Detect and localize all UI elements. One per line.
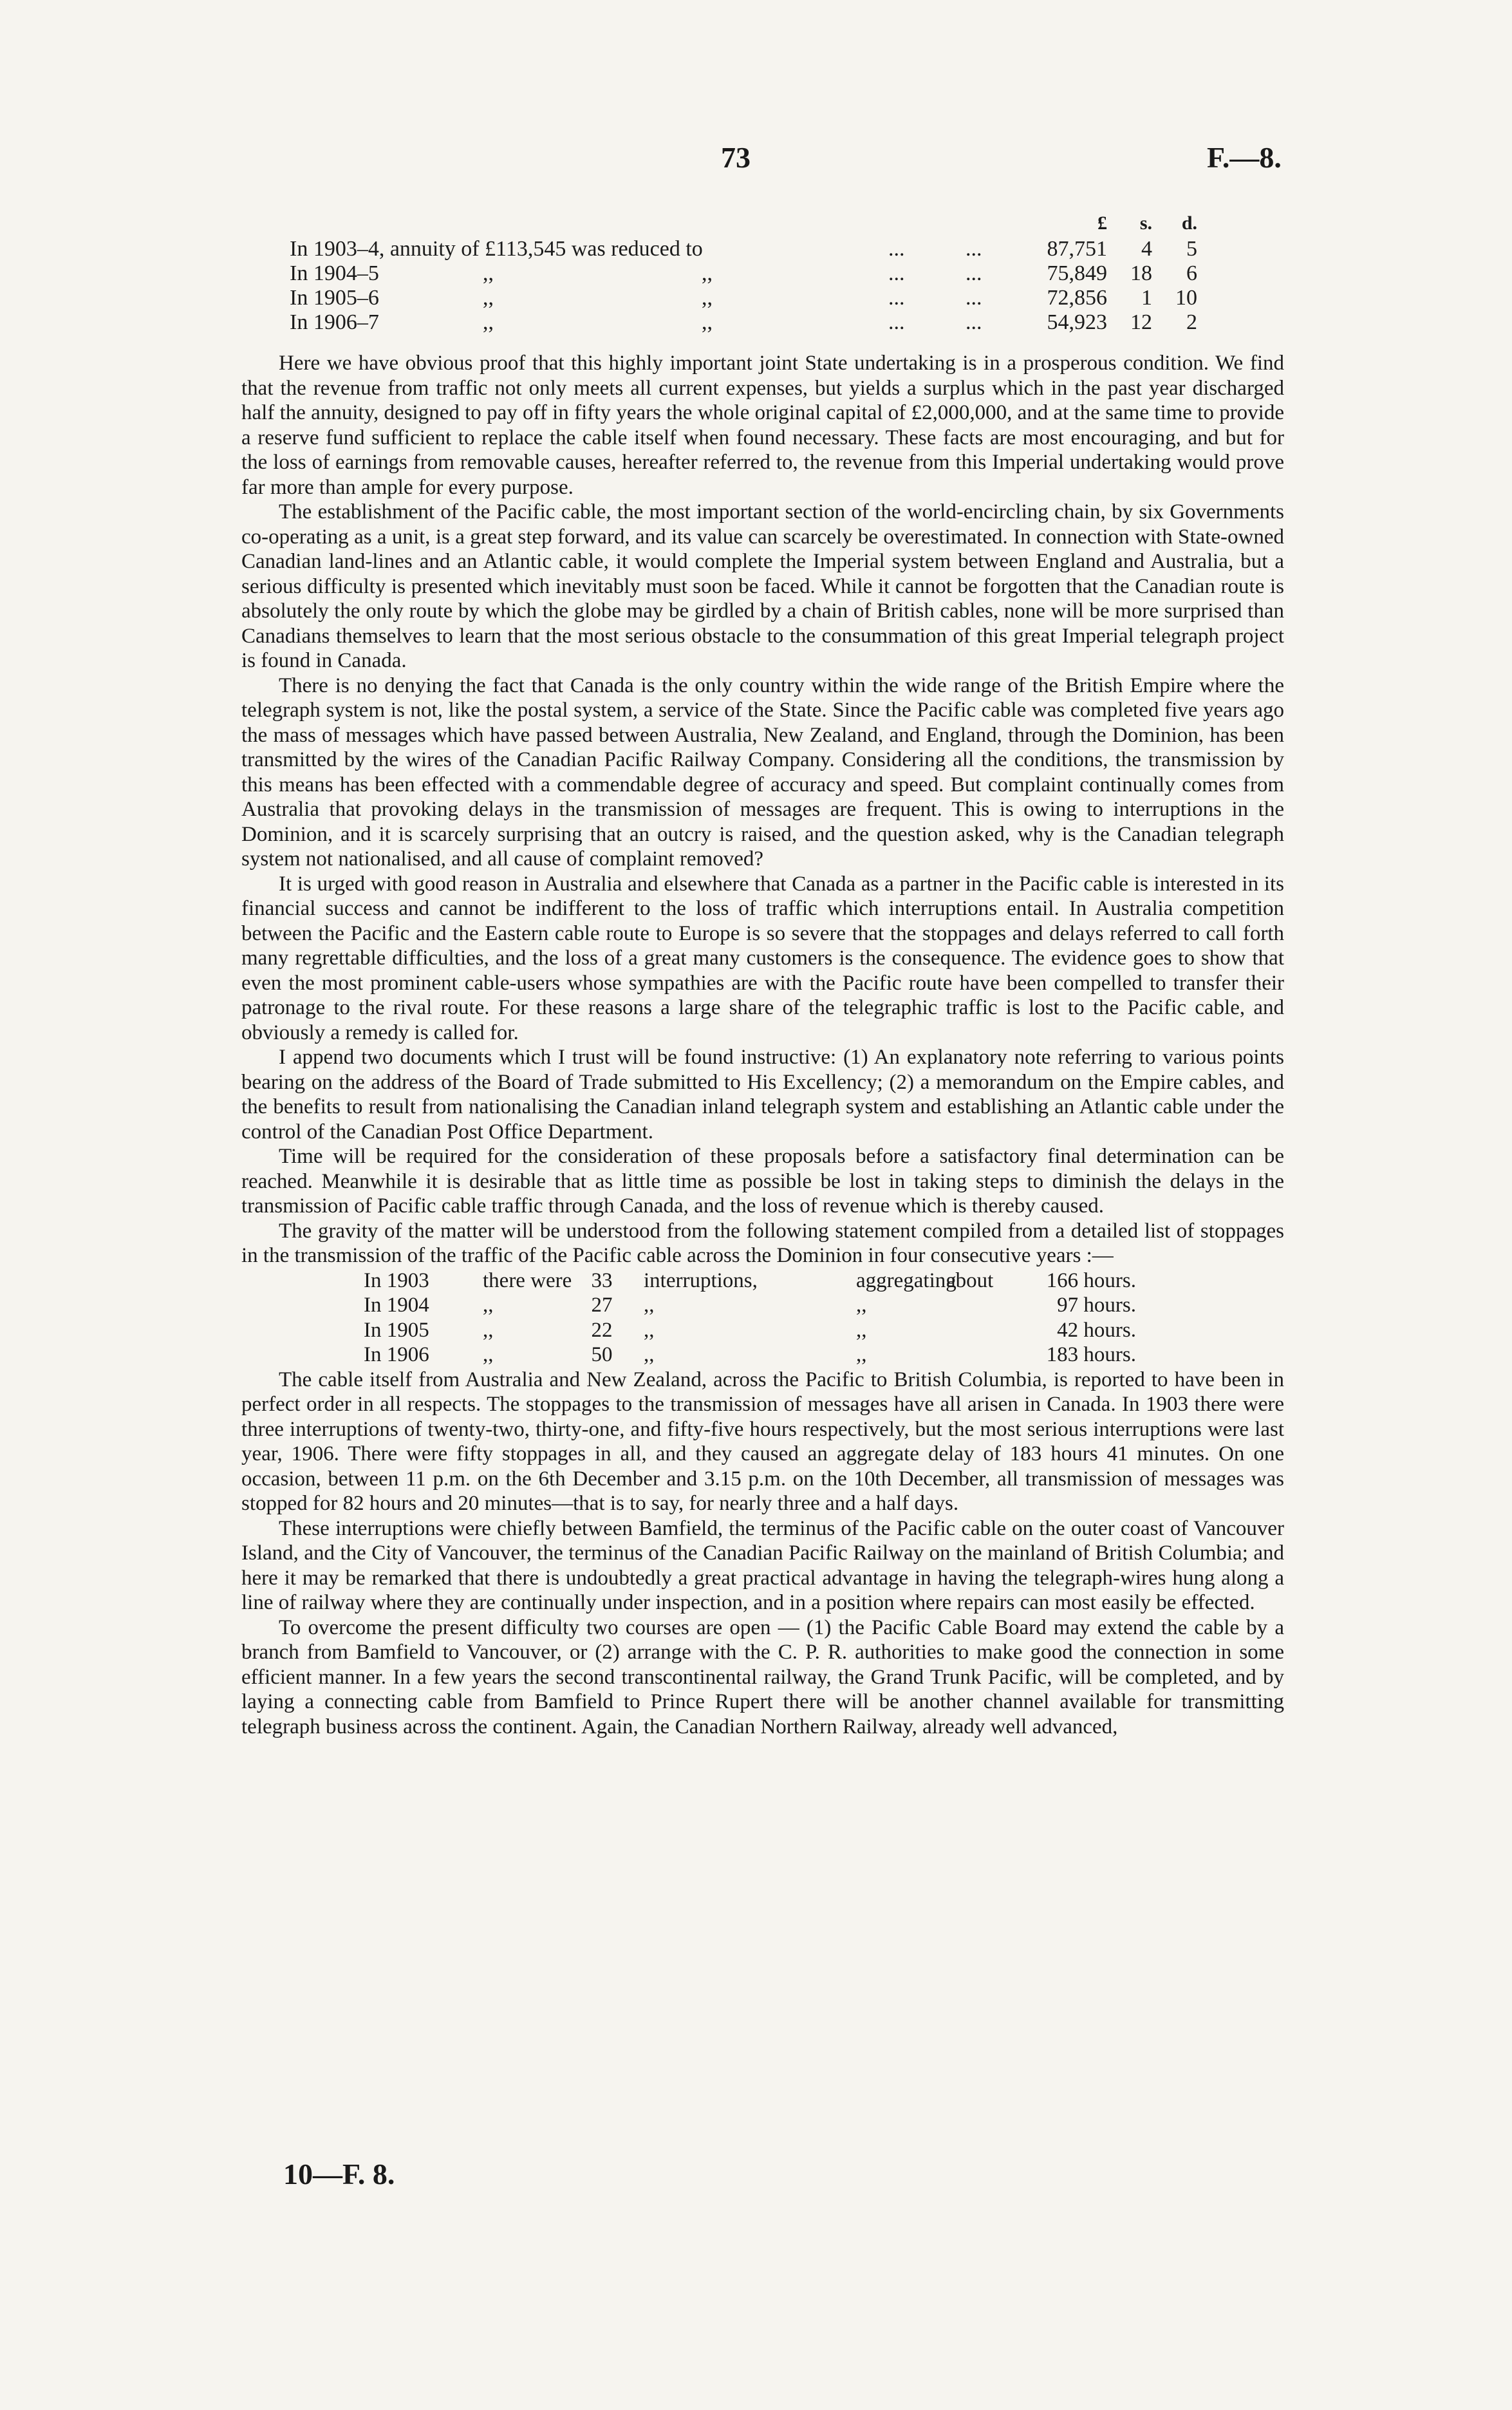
- leader-dots: ...: [888, 261, 905, 285]
- interruption-aggregating: aggregating: [856, 1268, 957, 1292]
- paragraph: There is no denying the fact that Canada is the only country within the wide range of the British Empire where the telegraph system is not, like the postal system, a service of the State. Since the Pacific cable was completed five years ago the mass of messages which have passed between Australia, New Zealand, and England, through the Dominion, has been transmitted by the wires of the Canadian Pacific Railway Company. Considering all the conditions, the transmission by this means has been effected with a commendable degree of accuracy and speed. But complaint continually comes from Australia that provoking delays in the transmission of messages are frequent. This is owing to interruptions in the Dominion, and it is scarcely surprising that an outcry is raised, and the question asked, why is the Canadian telegraph system not nationalised, and all cause of complaint removed?: [241, 673, 1284, 871]
- interruption-count: 27: [591, 1294, 613, 1317]
- interruptions-row: [241, 1268, 1284, 1294]
- interruption-there-were: ,,: [483, 1318, 494, 1342]
- annuity-row: [290, 286, 1217, 310]
- interruption-hours: 42 hours.: [1057, 1318, 1136, 1342]
- page-header: [0, 140, 1512, 179]
- paragraph: To overcome the present difficulty two courses are open — (1) the Pacific Cable Board may extend the cable by a branch from Bamfield to Vancouver, or (2) arrange with the C. P. R. authorities to make good the connection in some efficient manner. In a few years the second transcontinental railway, the Grand Trunk Pacific, will be completed, and by laying a connecting cable from Bamfield to Prince Rupert there will be another channel available for transmitting telegraph business across the continent. Again, the Canadian Northern Railway, already well advanced,: [241, 1615, 1284, 1738]
- annuity-pence: 5: [1186, 237, 1197, 261]
- interruption-count: 22: [591, 1318, 613, 1342]
- ditto-mark: ,,: [483, 286, 494, 310]
- annuity-desc: In 1905–6: [290, 286, 379, 310]
- paragraph: The gravity of the matter will be understood from the following statement compiled from a detailed list of stoppages in the transmission of the traffic of the Pacific cable across the Dominion in four consecutive years :—: [241, 1219, 1284, 1267]
- annuity-shillings: 18: [1130, 261, 1152, 285]
- interruptions-row: [241, 1342, 1284, 1368]
- paragraph: I append two documents which I trust will be found instructive: (1) An explanatory note referring to various points bearing on the address of the Board of Trade submitted to His Excellency; (2) a memorandum on the Empire cables, and the benefits to result from nationalising the Canadian inland telegraph system and establishing an Atlantic cable under the control of the Canadian Post Office Department.: [241, 1046, 1284, 1144]
- annuity-row: [290, 310, 1217, 335]
- annuity-shillings: 4: [1141, 237, 1152, 261]
- leader-dots: ...: [966, 310, 982, 334]
- interruption-hours: 183 hours.: [1046, 1343, 1136, 1366]
- signature-mark: 10—F. 8.: [283, 2158, 395, 2190]
- annuity-pence: 10: [1175, 286, 1197, 310]
- interruption-there-were: ,,: [483, 1294, 494, 1317]
- annuity-desc: In 1906–7: [290, 310, 379, 334]
- paragraph: The cable itself from Australia and New Zealand, across the Pacific to British Columbia, is reported to have been in perfect order in all respects. The stoppages to the transmission of messages have all arisen in Canada. In 1903 there were three interruptions of twenty-two, thirty-one, and fifty-five hours respectively, but the most serious interruptions were last year, 1906. There were fifty stoppages in all, and they caused an aggregate delay of 183 hours 41 minutes. On one occasion, between 11 p.m. on the 6th December and 3.15 p.m. on the 10th December, all transmission of messages was stopped for 82 hours and 20 minutes—that is to say, for nearly three and a half days.: [241, 1368, 1284, 1515]
- annuity-desc: In 1904–5: [290, 261, 379, 285]
- ditto-mark: ,,: [483, 310, 494, 334]
- col-header-pounds: £: [1097, 212, 1107, 234]
- annuity-row: [290, 261, 1217, 286]
- document-reference: F.—8.: [1207, 141, 1282, 174]
- annuity-pounds: 72,856: [1047, 286, 1107, 310]
- interruption-word: ,,: [644, 1294, 655, 1317]
- leader-dots: ...: [888, 310, 905, 334]
- leader-dots: ...: [966, 237, 982, 261]
- annuity-shillings: 12: [1130, 310, 1152, 334]
- paragraph: Time will be required for the consideration of these proposals before a satisfactory final determination can be reached. Meanwhile it is desirable that as little time as possible be lost in taking steps to diminish the delays in the transmission of Pacific cable traffic through Canada, and the loss of revenue which is thereby caused.: [241, 1145, 1284, 1218]
- paragraph: These interruptions were chiefly between Bamfield, the terminus of the Pacific cable on the outer coast of Vancouver Island, and the City of Vancouver, the terminus of the Canadian Pacific Railway on the mainland of British Columbia; and here it may be remarked that there is undoubtedly a great practical advantage in having the telegraph-wires hung along a line of railway where they are continually under inspection, and in a position where repairs can most easily be effected.: [241, 1516, 1284, 1614]
- annuity-shillings: 1: [1141, 286, 1152, 310]
- interruption-aggregating: ,,: [856, 1343, 867, 1366]
- interruption-there-were: ,,: [483, 1343, 494, 1366]
- interruption-hours: 166 hours.: [1046, 1268, 1136, 1292]
- interruption-year: In 1906: [364, 1343, 429, 1366]
- interruption-year: In 1904: [364, 1294, 429, 1317]
- annuity-row: [290, 237, 1217, 261]
- interruption-word: ,,: [644, 1318, 655, 1342]
- interruption-hours: 97 hours.: [1057, 1294, 1136, 1317]
- annuity-pence: 2: [1186, 310, 1197, 334]
- annuity-pence: 6: [1186, 261, 1197, 285]
- paragraph: It is urged with good reason in Australia and elsewhere that Canada as a partner in the Pacific cable is interested in its financial success and cannot be indifferent to the loss of traffic which interruptions entail. In Australia competition between the Pacific and the Eastern cable route to Europe is so severe that the stoppages and delays referred to call forth many regrettable difficulties, and the loss of a great many customers is the consequence. The evidence goes to show that even the most prominent cable-users whose sympathies are with the Pacific route have been compelled to transfer their patronage to the rival route. For these reasons a large share of the telegraphic traffic is lost to the Pacific cable, and obviously a remedy is called for.: [241, 872, 1284, 1044]
- col-header-pence: d.: [1181, 212, 1197, 234]
- annuity-pounds: 54,923: [1047, 310, 1107, 334]
- interruptions-row: [241, 1318, 1284, 1343]
- annuity-table: [290, 212, 1217, 335]
- ditto-mark: ,,: [483, 261, 494, 285]
- leader-dots: ...: [888, 286, 905, 310]
- ditto-mark: ,,: [702, 261, 713, 285]
- interruption-count: 50: [591, 1343, 613, 1366]
- leader-dots: ...: [888, 237, 905, 261]
- page-number: 73: [721, 141, 751, 174]
- annuity-desc: In 1903–4, annuity of £113,545 was reduced to: [290, 237, 703, 261]
- interruption-there-were: there were: [483, 1268, 572, 1292]
- interruption-year: In 1905: [364, 1318, 429, 1342]
- leader-dots: ...: [966, 261, 982, 285]
- annuity-table-header: [290, 212, 1217, 237]
- annuity-pounds: 87,751: [1047, 237, 1107, 261]
- body-text: [241, 351, 1284, 1739]
- interruptions-table: [241, 1268, 1284, 1368]
- interruption-about: about: [946, 1268, 994, 1292]
- interruption-count: 33: [591, 1268, 613, 1292]
- interruption-year: In 1903: [364, 1268, 429, 1292]
- interruption-aggregating: ,,: [856, 1318, 867, 1342]
- leader-dots: ...: [966, 286, 982, 310]
- paragraph: Here we have obvious proof that this highly important joint State undertaking is in a prosperous condition. We find that the revenue from traffic not only meets all current expenses, but yields a surplus which in the past year discharged half the annuity, designed to pay off in fifty years the whole original capital of £2,000,000, and at the same time to provide a reserve fund sufficient to replace the cable itself when found necessary. These facts are most encouraging, and but for the loss of earnings from removable causes, hereafter referred to, the revenue from this Imperial undertaking would prove far more than ample for every purpose.: [241, 352, 1284, 499]
- interruptions-row: [241, 1293, 1284, 1318]
- interruption-aggregating: ,,: [856, 1294, 867, 1317]
- ditto-mark: ,,: [702, 286, 713, 310]
- interruption-word: interruptions,: [644, 1268, 758, 1292]
- ditto-mark: ,,: [702, 310, 713, 334]
- interruption-word: ,,: [644, 1343, 655, 1366]
- annuity-pounds: 75,849: [1047, 261, 1107, 285]
- paragraph: The establishment of the Pacific cable, the most important section of the world-encircling chain, by six Governments co-operating as a unit, is a great step forward, and its value can scarcely be overestimated. In connection with State-owned Canadian land-lines and an Atlantic cable, it would complete the Imperial system between England and Australia, but a serious difficulty is presented which inevitably must soon be faced. While it cannot be forgotten that the Canadian route is absolutely the only route by which the globe may be girdled by a chain of British cables, none will be more surprised than Canadians themselves to learn that the most serious obstacle to the consummation of this great Imperial telegraph project is found in Canada.: [241, 500, 1284, 672]
- col-header-shillings: s.: [1139, 212, 1152, 234]
